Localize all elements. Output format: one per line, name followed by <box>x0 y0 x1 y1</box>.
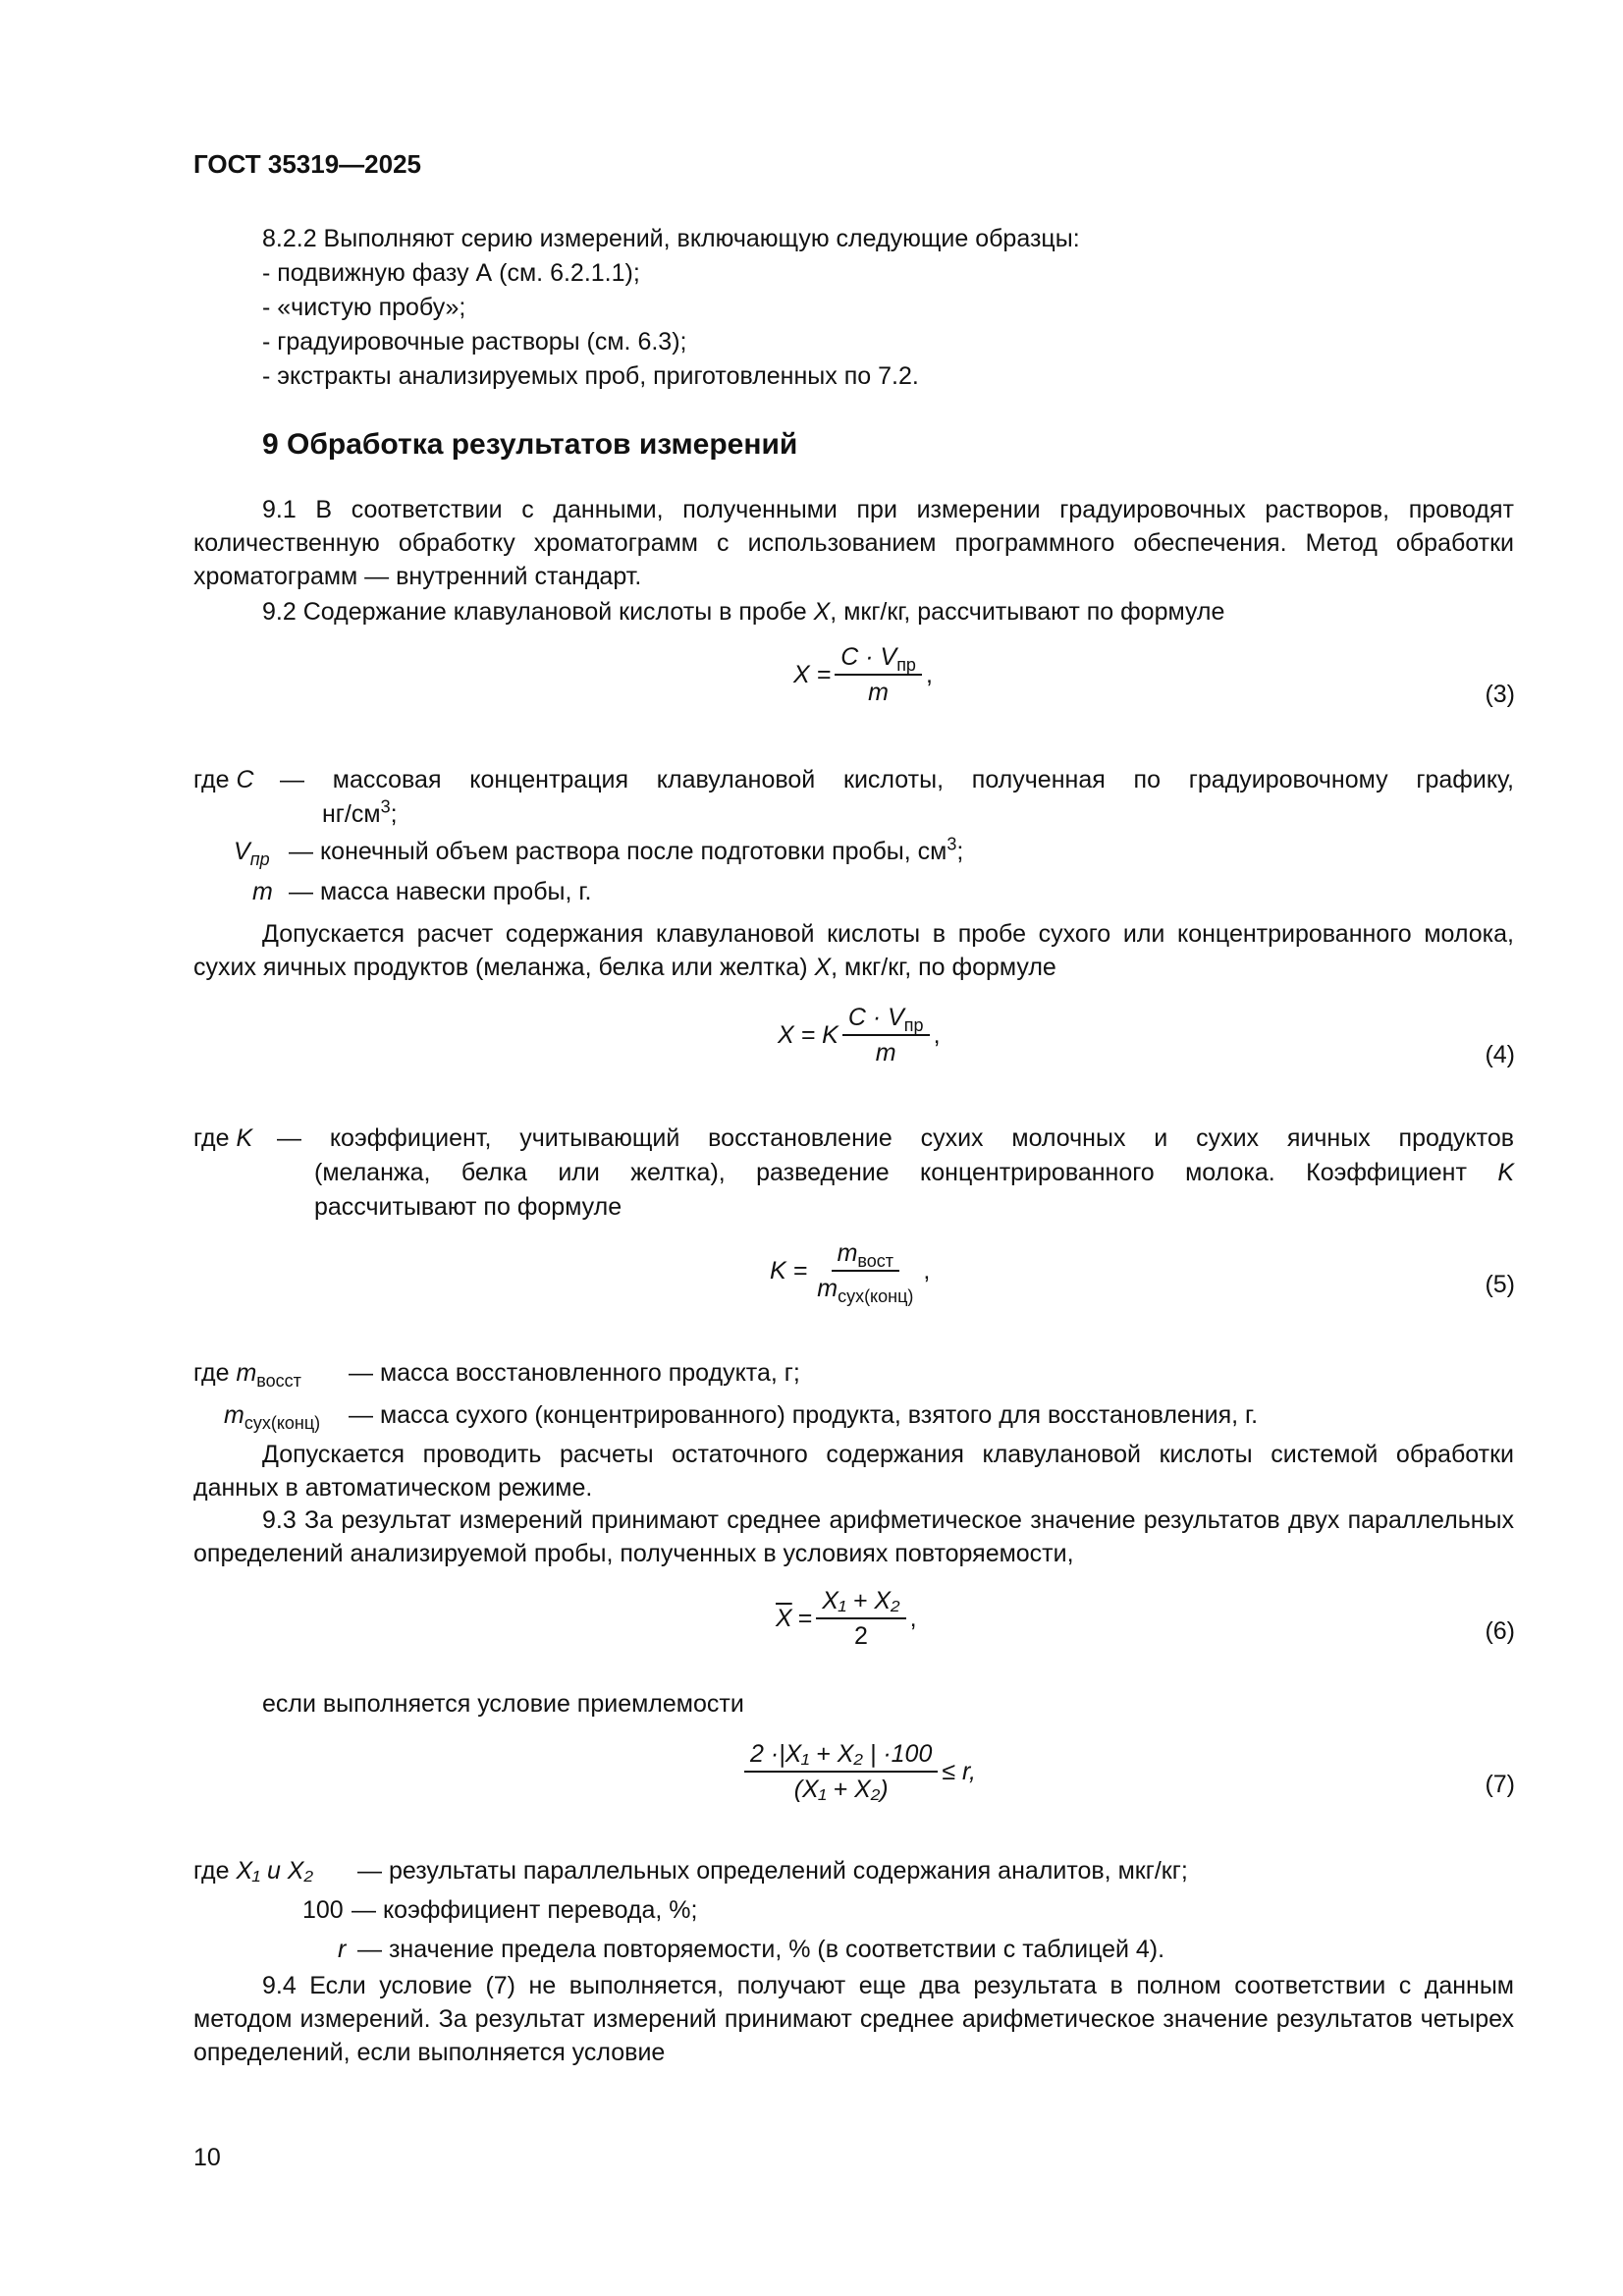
paragraph-9-4: 9.4 Если условие (7) не выполняется, получают еще два результата в полном соответствии с данным методом измерений. За результат измерений принимают среднее арифметическое значение результатов четырех определений, если выполняется условие <box>193 1972 1514 2066</box>
paragraph-9-1: 9.1 В соответствии с данными, полученными при измерении градуировочных растворов, проводят количественную обработку хроматограмм с использованием программного обеспечения. Метод обработки хроматограмм — внутренний стандарт. <box>193 496 1514 590</box>
document-header: ГОСТ 35319—2025 <box>193 149 421 179</box>
list-item: - экстракты анализируемых проб, приготовленных по 7.2. <box>262 362 919 390</box>
definition-text: $нг/см^3$; <box>322 796 398 828</box>
definition-text: — масса навески пробы, г. <box>289 878 592 905</box>
definition-text: — масса сухого (концентрированного) продукта, взятого для восстановления, г. <box>349 1401 1259 1429</box>
section-heading: 9 Обработка результатов измерений <box>262 428 798 461</box>
definition-text: — масса восстановленного продукта, г; <box>349 1359 800 1387</box>
definition-symbol: $V_{пр}$ <box>234 838 270 869</box>
formula-5: K = $\frac{m_{вост}}{m_{сух(конц)}}$ , <box>770 1239 931 1306</box>
formula-7: $\frac{\text{2 ·|X₁ + X₂ | ·100}}{\text{(X₁ + X₂)}}$ ≤ r, <box>740 1740 976 1803</box>
paragraph-allowance: Допускается расчет содержания клавулановой кислоты в пробе сухого или концентрированного молока, сухих яичных продуктов (меланжа, белка или желтка) X, мкг/кг, по формуле <box>193 920 1514 981</box>
definition-text: — значение предела повторяемости, % (в соответствии с таблицей 4). <box>357 1936 1165 1963</box>
formula-number: (3) <box>1485 681 1515 708</box>
paragraph-9-3: 9.3 За результат измерений принимают среднее арифметическое значение результатов двух параллельных определений анализируемой пробы, полученных в условиях повторяемости, <box>193 1506 1514 1567</box>
definition-text: — конечный объем раствора после подготовки пробы, $см^3$; <box>289 834 964 865</box>
definition-text: (меланжа, белка или желтка), разведение концентрированного молока. Коэффициент K <box>314 1159 1514 1186</box>
where-lead: где K <box>193 1124 253 1152</box>
definition-text: — массовая концентрация клавулановой кислоты, полученная по градуировочному графику, <box>280 766 1514 793</box>
page-number: 10 <box>193 2144 221 2171</box>
formula-6: $\overline{X}$ = $\frac{\text{X₁ + X₂}}{2}$ , <box>776 1587 917 1650</box>
definition-text: рассчитывают по формуле <box>314 1193 622 1221</box>
formula-4: X = K $\frac{C \cdot V_{пр}}{m}$ , <box>778 1004 941 1066</box>
list-item: - подвижную фазу А (см. 6.2.1.1); <box>262 259 640 287</box>
definition-symbol: r <box>338 1936 347 1963</box>
formula-number: (4) <box>1485 1041 1515 1068</box>
list-item: - градуировочные растворы (см. 6.3); <box>262 328 687 355</box>
definition-symbol: $m_{сух(конц)}$ <box>224 1401 321 1433</box>
where-lead: где C <box>193 766 254 793</box>
formula-number: (5) <box>1485 1271 1515 1298</box>
paragraph-8-2-2: 8.2.2 Выполняют серию измерений, включающую следующие образцы: <box>262 225 1080 252</box>
definition-text: — коэффициент, учитывающий восстановление сухих молочных и сухих яичных продуктов <box>277 1124 1514 1152</box>
where-lead: где X₁ и X₂ <box>193 1857 314 1885</box>
definition-text: — коэффициент перевода, %; <box>352 1896 698 1924</box>
formula-number: (6) <box>1485 1617 1515 1645</box>
paragraph-9-2: 9.2 Содержание клавулановой кислоты в пробе X, мкг/кг, рассчитывают по формуле <box>262 598 1225 626</box>
definition-symbol: 100 <box>302 1896 344 1924</box>
paragraph-allowance-2: Допускается проводить расчеты остаточного содержания клавулановой кислоты системой обработки данных в автоматическом режиме. <box>193 1441 1514 1502</box>
formula-number: (7) <box>1485 1771 1515 1798</box>
formula-3: X = $\frac{C \cdot V_{пр}}{m}$ , <box>793 643 933 706</box>
definition-symbol: m <box>252 878 273 905</box>
definition-text: — результаты параллельных определений содержания аналитов, мкг/кг; <box>357 1857 1188 1885</box>
list-item: - «чистую пробу»; <box>262 294 466 321</box>
paragraph-condition: если выполняется условие приемлемости <box>262 1690 744 1718</box>
where-lead: где $m_{восст}$ <box>193 1359 301 1391</box>
